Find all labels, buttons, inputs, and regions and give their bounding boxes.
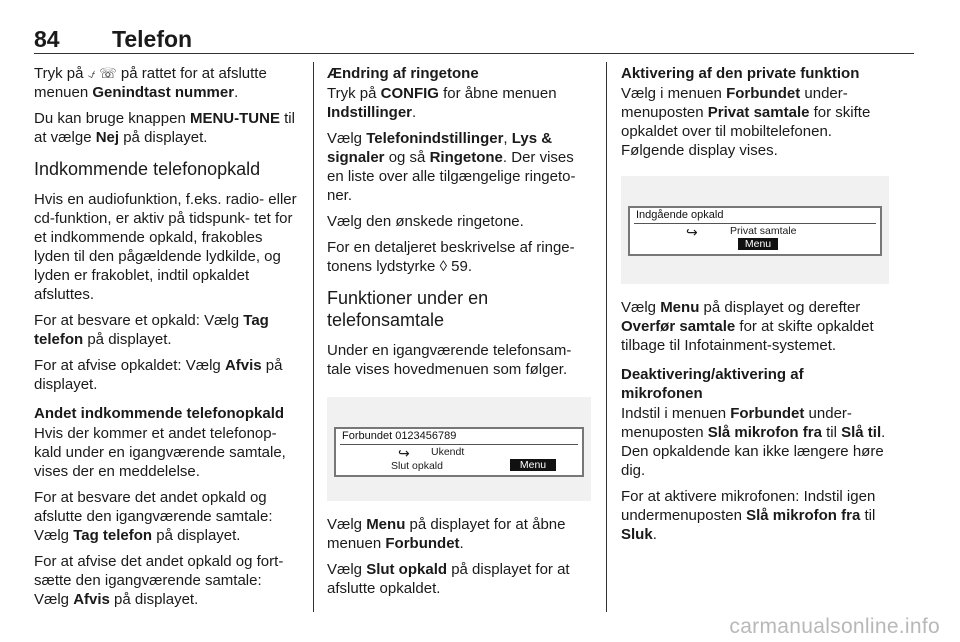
menu-softkey: Menu [738,238,778,250]
watermark: carmanualsonline.info [729,615,940,638]
paragraph: For at afvise det andet opkald og fort- sætte den igangværende samtale: Vælg Afvis på displayet. [34,553,284,608]
paragraph: Vælg Telefonindstillinger, Lys & signaler og så Ringetone. Der vises en liste over alle tilgængelige ringeto- ner. [327,130,576,204]
paragraph: Vælg i menuen Forbundet under- menuposten Privat samtale for skifte opkaldet over til mobiltelefonen. [621,85,871,140]
private-call-option: Privat samtale [730,225,797,237]
section-heading-call-functions: Funktioner under en telefonsamtale [327,288,489,330]
paragraph: Hvis en audiofunktion, f.eks. radio- eller cd-funktion, er aktiv på tidspunk- tet for et indkommende opkald, frakobles lyden til den pågældende lydkilde, og lyden er frakoblet, indtil opkaldet afsluttes. [34,191,297,303]
menu-softkey: Menu [510,459,556,471]
display-title: Forbundet 0123456789 [342,430,457,442]
paragraph: Vælg Slut opkald på displayet for at afslutte opkaldet. [327,561,570,597]
paragraph: For at besvare et opkald: Vælg Tag telefon på displayet. [34,312,269,348]
paragraph: Følgende display vises. [621,142,778,159]
paragraph: Under en igangværende telefonsam- tale vises hovedmenuen som følger. [327,342,572,378]
page-reference: ◊ 59. [439,258,472,275]
paragraph: Vælg Menu på displayet og derefter Overfør samtale for at skifte opkaldet tilbage til Infotainment-systemet. [621,299,874,354]
section-heading-incoming-call: Indkommende telefonopkald [34,159,261,179]
subheading-microphone: Deaktivering/aktivering af mikrofonen [621,366,804,402]
paragraph: For at afvise opkaldet: Vælg Afvis på displayet. [34,357,283,393]
paragraph: Du kan bruge knappen MENU-TUNE til at vælge Nej på displayet. [34,110,295,146]
page-title: Telefon [112,26,193,52]
end-call-icon: ⍻ ☏ [87,65,117,81]
paragraph: Hvis der kommer et andet telefonop- kald under en igangværende samtale, vises der en meddelelse. [34,425,286,480]
phone-icon: ↪ [398,445,410,461]
phone-icon: ↪ [686,224,698,240]
paragraph: Vælg Menu på displayet for at åbne menuen Forbundet. [327,516,566,552]
display-divider [340,444,578,445]
subheading-second-call: Andet indkommende telefonopkald [34,405,285,422]
display-panel [628,206,882,256]
column-divider-1 [313,62,314,612]
subheading-private-mode: Aktivering af den private funktion [621,65,860,82]
display-panel [334,427,584,477]
paragraph: Tryk på CONFIG for åbne menuen Indstillinger. [327,85,557,121]
end-call-option: Slut opkald [391,460,443,472]
paragraph: Vælg den ønskede ringetone. [327,213,524,230]
caller-name: Ukendt [431,446,465,458]
display-screenshot-connected [327,397,591,501]
column-1 [34,64,300,616]
subheading-ringtone: Ændring af ringetone [327,65,479,82]
paragraph: Indstil i menuen Forbundet under- menuposten Slå mikrofon fra til Slå til. Den opkaldende kan ikke længere høre dig. [621,405,886,479]
paragraph: For at besvare det andet opkald og afslutte den igangværende samtale: Vælg Tag telefon på displayet. [34,489,273,544]
page-number: 84 [34,26,60,52]
paragraph: For en detaljeret beskrivelse af ringe- tonens lydstyrke ◊ 59. [327,239,575,275]
page-header [34,26,192,53]
column-divider-2 [606,62,607,612]
display-screenshot-incoming [621,176,889,284]
column-3 [621,64,889,551]
paragraph: For at aktivere mikrofonen: Indstil igen undermenuposten Slå mikrofon fra til Sluk. [621,488,876,543]
column-2 [327,64,591,605]
display-title: Indgående opkald [636,209,724,221]
header-rule [34,53,914,54]
paragraph: Tryk på ⍻ ☏ på rattet for at afslutte menuen Genindtast nummer. [34,65,267,101]
display-divider [634,223,876,224]
